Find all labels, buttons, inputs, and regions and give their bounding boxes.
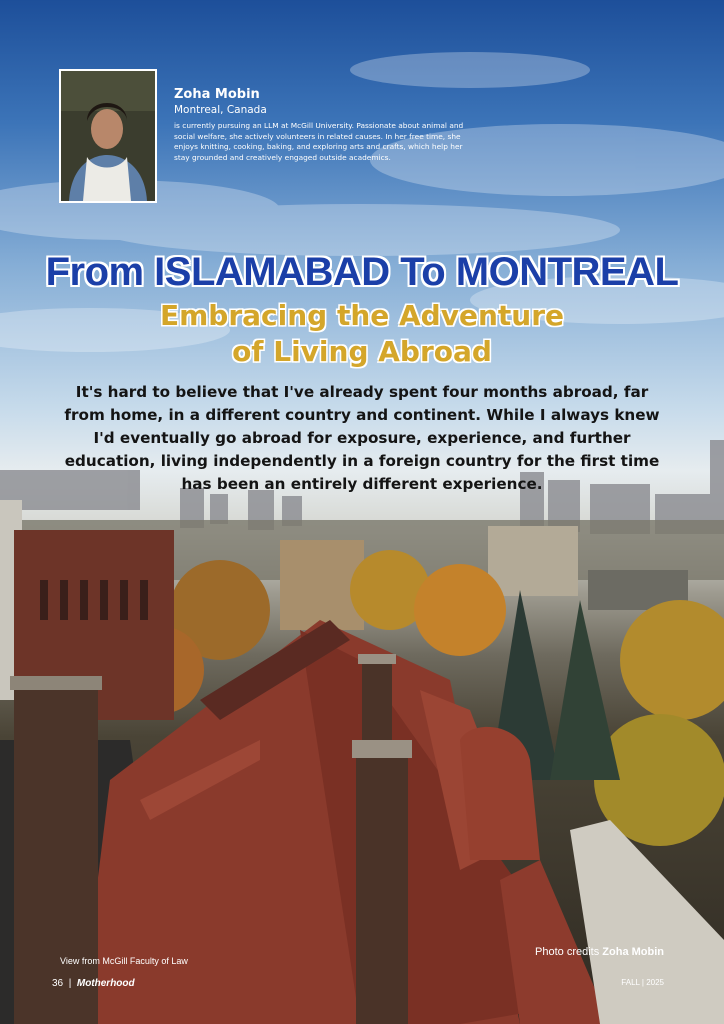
subtitle-line-2: of Living Abroad <box>232 335 492 368</box>
issue-date: FALL | 2025 <box>621 978 664 987</box>
subtitle-line-1: Embracing the Adventure <box>159 299 565 332</box>
folio-separator: | <box>68 978 72 989</box>
photo-credit-name: Zoha Mobin <box>602 946 664 958</box>
photo-credit-prefix: Photo credits <box>535 946 600 958</box>
article-subtitle <box>0 298 724 370</box>
author-bio: is currently pursuing an LLM at McGill University. Passionate about animal and social welfare, she actively volunteers in related causes. In her free time, she enjoys knitting, cooking, baking, and exploring arts and crafts, which help her stay grounded and creatively engaged outside academics. <box>174 121 464 162</box>
author-location: Montreal, Canada <box>174 104 267 116</box>
photo-credit <box>535 946 664 958</box>
author-portrait-image <box>61 71 155 201</box>
author-name: Zoha Mobin <box>174 87 260 102</box>
page-folio <box>52 978 135 989</box>
photo-caption: View from McGill Faculty of Law <box>60 956 188 966</box>
montreal-rooftop-scene <box>0 440 724 1024</box>
author-photo <box>59 69 157 203</box>
magazine-name: Motherhood <box>76 978 135 989</box>
article-intro: It's hard to believe that I've already spent four months abroad, far from home, in a different country and continent. While I always knew I'd eventually go abroad for exposure, experience, and further education, living independently in a foreign country for the first time has been an entirely different experience. <box>64 383 660 493</box>
page-number: 36 <box>52 978 64 989</box>
article-title: From ISLAMABAD To MONTREAL <box>45 250 679 294</box>
